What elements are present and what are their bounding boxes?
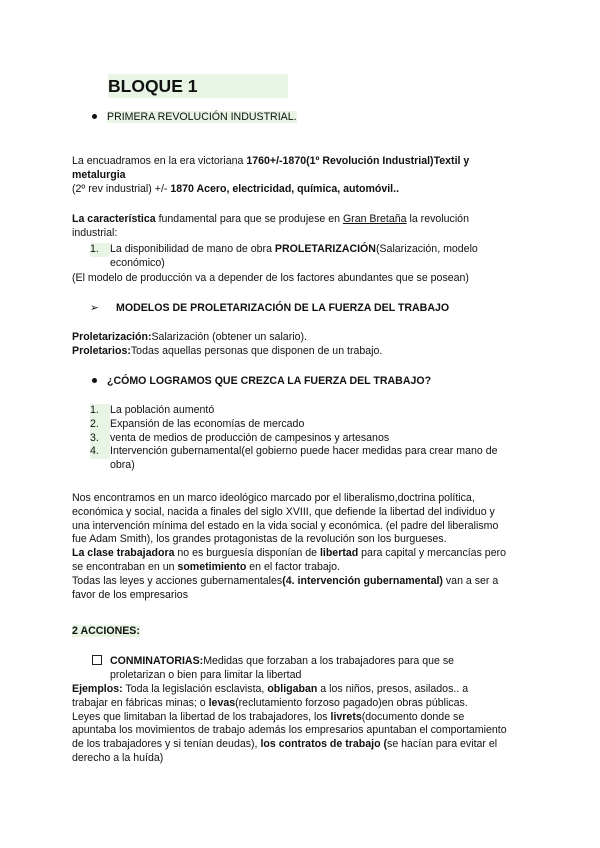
caracteristica-paragraph: La característica fundamental para que se produjese en Gran Bretaña la revolución industrial:	[72, 213, 469, 239]
list-item: 3. venta de medios de producción de campesinos y artesanos	[90, 431, 390, 444]
intro-paragraph: La encuadramos en la era victoriana 1760+/-1870(1º Revolución Industrial)Textil y metalurgia (2º rev industrial) +/- 1870 Acero, electricidad, química, automóvil..	[72, 155, 470, 195]
heading-acciones: 2 ACCIONES:	[72, 625, 140, 637]
list-item: 1. La población aumentó	[90, 404, 215, 416]
checkbox-icon[interactable]	[92, 655, 102, 665]
heading-modelos: ➢ MODELOS DE PROLETARIZACIÓN DE LA FUERZA DEL TRABAJO	[90, 302, 450, 314]
liberalism-paragraph: Nos encontramos en un marco ideológico marcado por el liberalismo,doctrina política, económica y social, nacida a finales del siglo XVIII, que defiende la libertad del individuo y una intervención mínima del estado en la vida social y económica. (el padre del liberalismo fue Adam Smith), los grandes protagonistas de la revolución son los burgueses. La clase trabajadora no es burguesía disponían de libertad para capital y mercancías pero se encontraban en un sometimiento en el factor trabajo. Todas las leyes y acciones gubernamentales(4. intervención gubernamental) van a ser a favor de los empresarios	[72, 492, 507, 601]
gran-bretana-link: Gran Bretaña	[342, 213, 407, 225]
bullet-text: PRIMERA REVOLUCIÓN INDUSTRIAL.	[107, 111, 297, 123]
list-item: 4. Intervención gubernamental(el gobierno puede hacer medidas para crear mano de	[90, 445, 498, 458]
ejemplos-paragraph: Ejemplos: Toda la legislación esclavista, obligaban a los niños, presos, asilados.. a trabajar en fábricas minas; o levas(reclutamiento forzoso pagado)en obras públicas. Leyes que limitaban la libertad de los trabajadores, los livrets(documento donde se apuntaba los movimientos de trabajo además los empresarios apuntaban el comportamiento de los trabajadores y si tenían deudas), los contratos de trabajo (se hacían para evitar el derecho a la huída)	[72, 683, 507, 764]
page-title: BLOQUE 1	[108, 74, 288, 98]
bullet-dot-icon	[92, 114, 97, 119]
growth-list: 1. La población aumentó 2. Expansión de las economías de mercado 3. venta de medios de producción de campesinos y artesanos 4. Intervención gubernamental(el gobierno puede hacer medidas para crear mano de obra)	[90, 404, 530, 473]
list-item: 2. Expansión de las economías de mercado	[90, 417, 305, 430]
arrow-bullet-icon: ➢	[90, 302, 99, 314]
heading-question: ¿CÓMO LOGRAMOS QUE CREZCA LA FUERZA DEL TRABAJO?	[92, 375, 431, 389]
checklist-item-conminatorias: CONMINATORIAS:Medidas que forzaban a los trabajadores para que se proletarizan o bien para limitar la libertad	[92, 655, 512, 683]
bullet-item-revolucion	[92, 111, 297, 125]
bullet-dot-icon	[92, 378, 97, 383]
note-modelo: (El modelo de producción va a depender de los factores abundantes que se posean)	[72, 272, 469, 284]
definitions: Proletarización:Salarización (obtener un salario). Proletarios:Todas aquellas personas que disponen de un trabajo.	[72, 331, 383, 357]
list-item: 1. La disponibilidad de mano de obra PROLETARIZACIÓN(Salarización, modelo económico)	[90, 243, 478, 269]
